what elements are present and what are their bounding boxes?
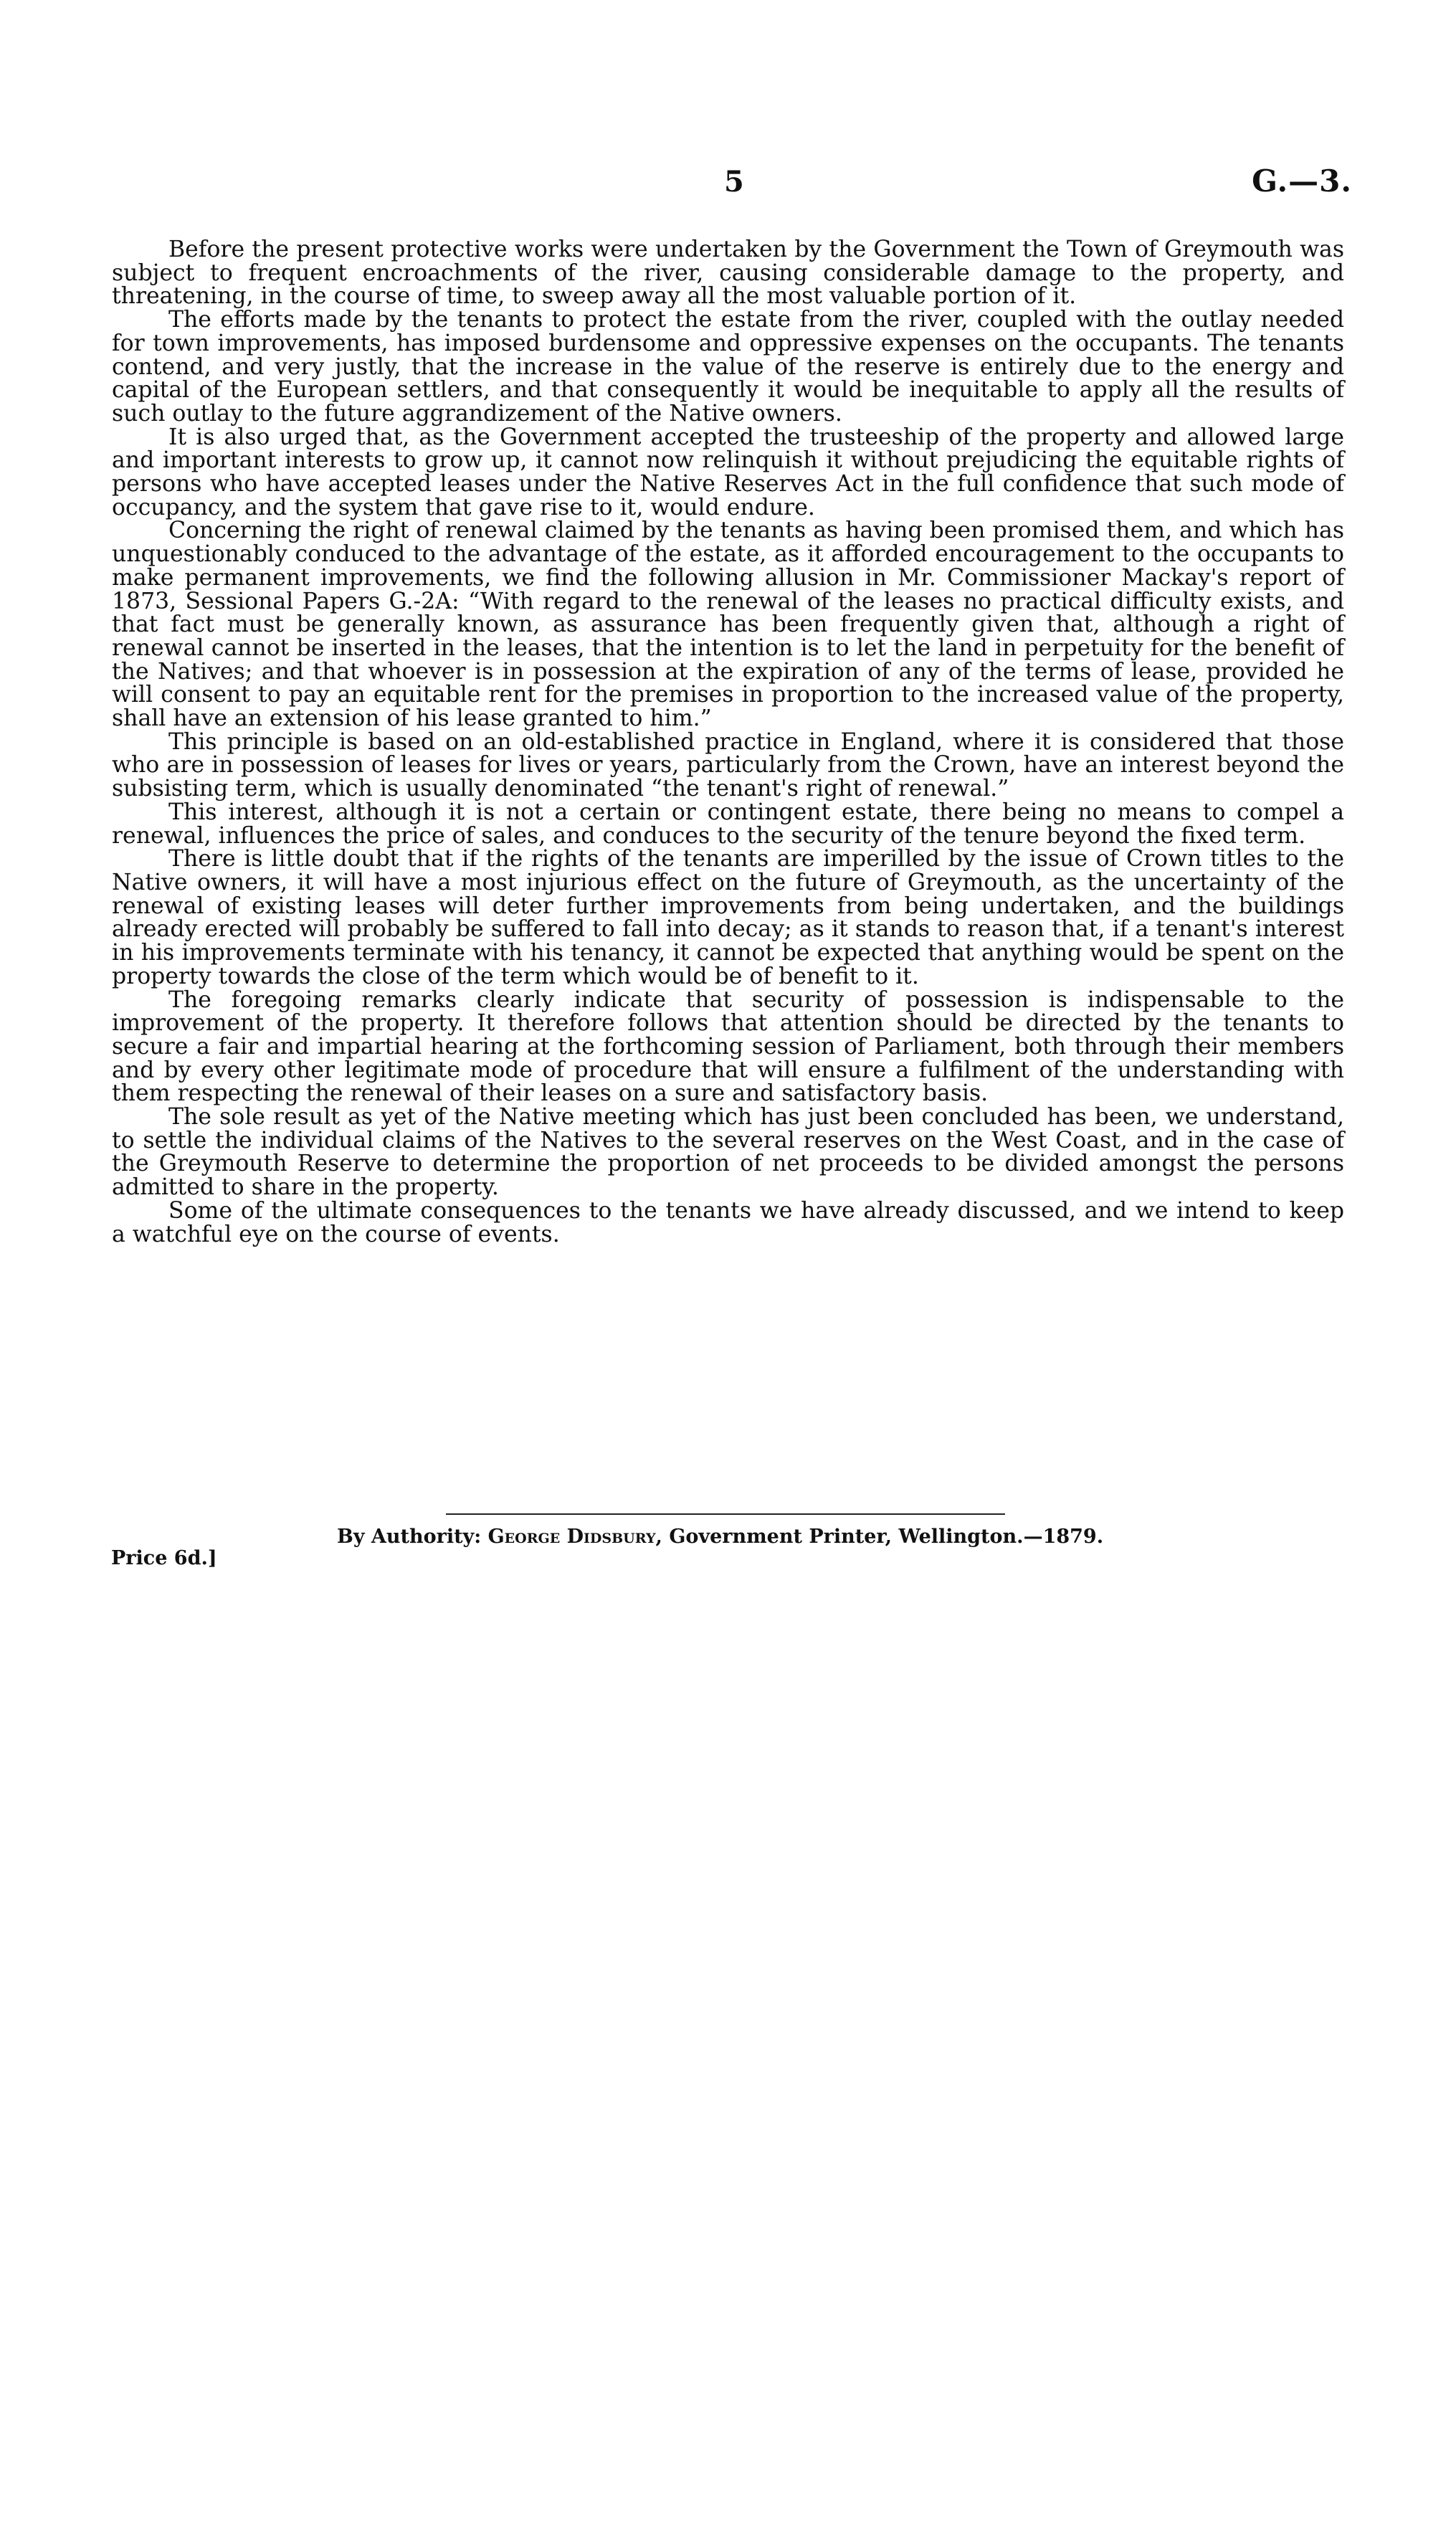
- footer-divider: [446, 1513, 1005, 1515]
- sheet-reference: G.—3.: [1252, 163, 1352, 199]
- paragraph: This interest, although it is not a certain or contingent estate, there being no means to compel a renewal, influences the price of sales, and conduces to the security of the tenure beyond the fixed term.: [112, 799, 1344, 849]
- printer-imprint: [337, 1526, 1103, 1548]
- imprint-suffix: , Government Printer, Wellington.—1879.: [655, 1526, 1104, 1548]
- page-number: 5: [724, 165, 744, 199]
- paragraph: There is little doubt that if the rights of the tenants are imperilled by the issue of Crown titles to the Native owners, it will have a most injurious effect on the future of Greymouth, as the uncertainty of the renewal of existing leases will deter further improvements from being undertaken, and the buildings already erected will probably be suffered to fall into decay; as it stands to reason that, if a tenant's interest in his improvements terminate with his tenancy, it cannot be expected that anything would be spent on the property towards the close of the term which would be of benefit to it.: [112, 846, 1344, 989]
- paragraph: The foregoing remarks clearly indicate that security of possession is indispensable to the improvement of the property. It therefore follows that attention should be directed by the tenants to secure a fair and impartial hearing at the forthcoming session of Parliament, both through their members and by every other legitimate mode of procedure that will ensure a fulfilment of the understanding with them respecting the renewal of their leases on a sure and satisfactory basis.: [112, 986, 1344, 1107]
- imprint-prefix: By Authority:: [337, 1526, 482, 1548]
- price-label: Price 6d.]: [111, 1547, 217, 1569]
- paragraph: It is also urged that, as the Government accepted the trusteeship of the property and allowed large and important interests to grow up, it cannot now relinquish it without prejudicing the equitable rights of persons who have accepted leases under the Native Reserves Act in the full confidence that such mode of occupancy, and the system that gave rise to it, would endure.: [112, 424, 1344, 520]
- paragraph: Concerning the right of renewal claimed by the tenants as having been promised them, and which has unquestionably conduced to the advantage of the estate, as it afforded encouragement to the occupants to make permanent improvements, we find the following allusion in Mr. Commissioner Mackay's report of 1873, Sessional Papers G.-2A: “With regard to the renewal of the leases no practical difficulty exists, and that fact must be generally known, as assurance has been frequently given that, although a right of renewal cannot be inserted in the leases, that the intention is to let the land in perpetuity for the benefit of the Natives; and that whoever is in possession at the expiration of any of the terms of lease, provided he will consent to pay an equitable rent for the premises in proportion to the increased value of the property, shall have an extension of his lease granted to him.”: [112, 518, 1344, 732]
- printer-name: George Didsbury: [487, 1526, 656, 1548]
- paragraph: Some of the ultimate consequences to the tenants we have already discussed, and we intend to keep a watchful eye on the course of events.: [112, 1197, 1344, 1247]
- paragraph: The sole result as yet of the Native meeting which has just been concluded has been, we understand, to settle the individual claims of the Natives to the several reserves on the West Coast, and in the case of the Greymouth Reserve to determine the proportion of net proceeds to be divided amongst the persons admitted to share in the property.: [112, 1104, 1344, 1201]
- article-body: [112, 238, 1344, 1246]
- paragraph: Before the present protective works were undertaken by the Government the Town of Greymouth was subject to frequent encroachments of the river, causing considerable damage to the property, and threatening, in the course of time, to sweep away all the most valuable portion of it.: [112, 237, 1344, 310]
- paragraph: The efforts made by the tenants to protect the estate from the river, coupled with the outlay needed for town improvements, has imposed burdensome and oppressive expenses on the occupants. The tenants contend, and very justly, that the increase in the value of the reserve is entirely due to the energy and capital of the European settlers, and that consequently it would be inequitable to apply all the results of such outlay to the future aggrandizement of the Native owners.: [112, 307, 1344, 427]
- paragraph: This principle is based on an old-established practice in England, where it is considered that those who are in possession of leases for lives or years, particularly from the Crown, have an interest beyond the subsisting term, which is usually denominated “the tenant's right of renewal.”: [112, 728, 1344, 802]
